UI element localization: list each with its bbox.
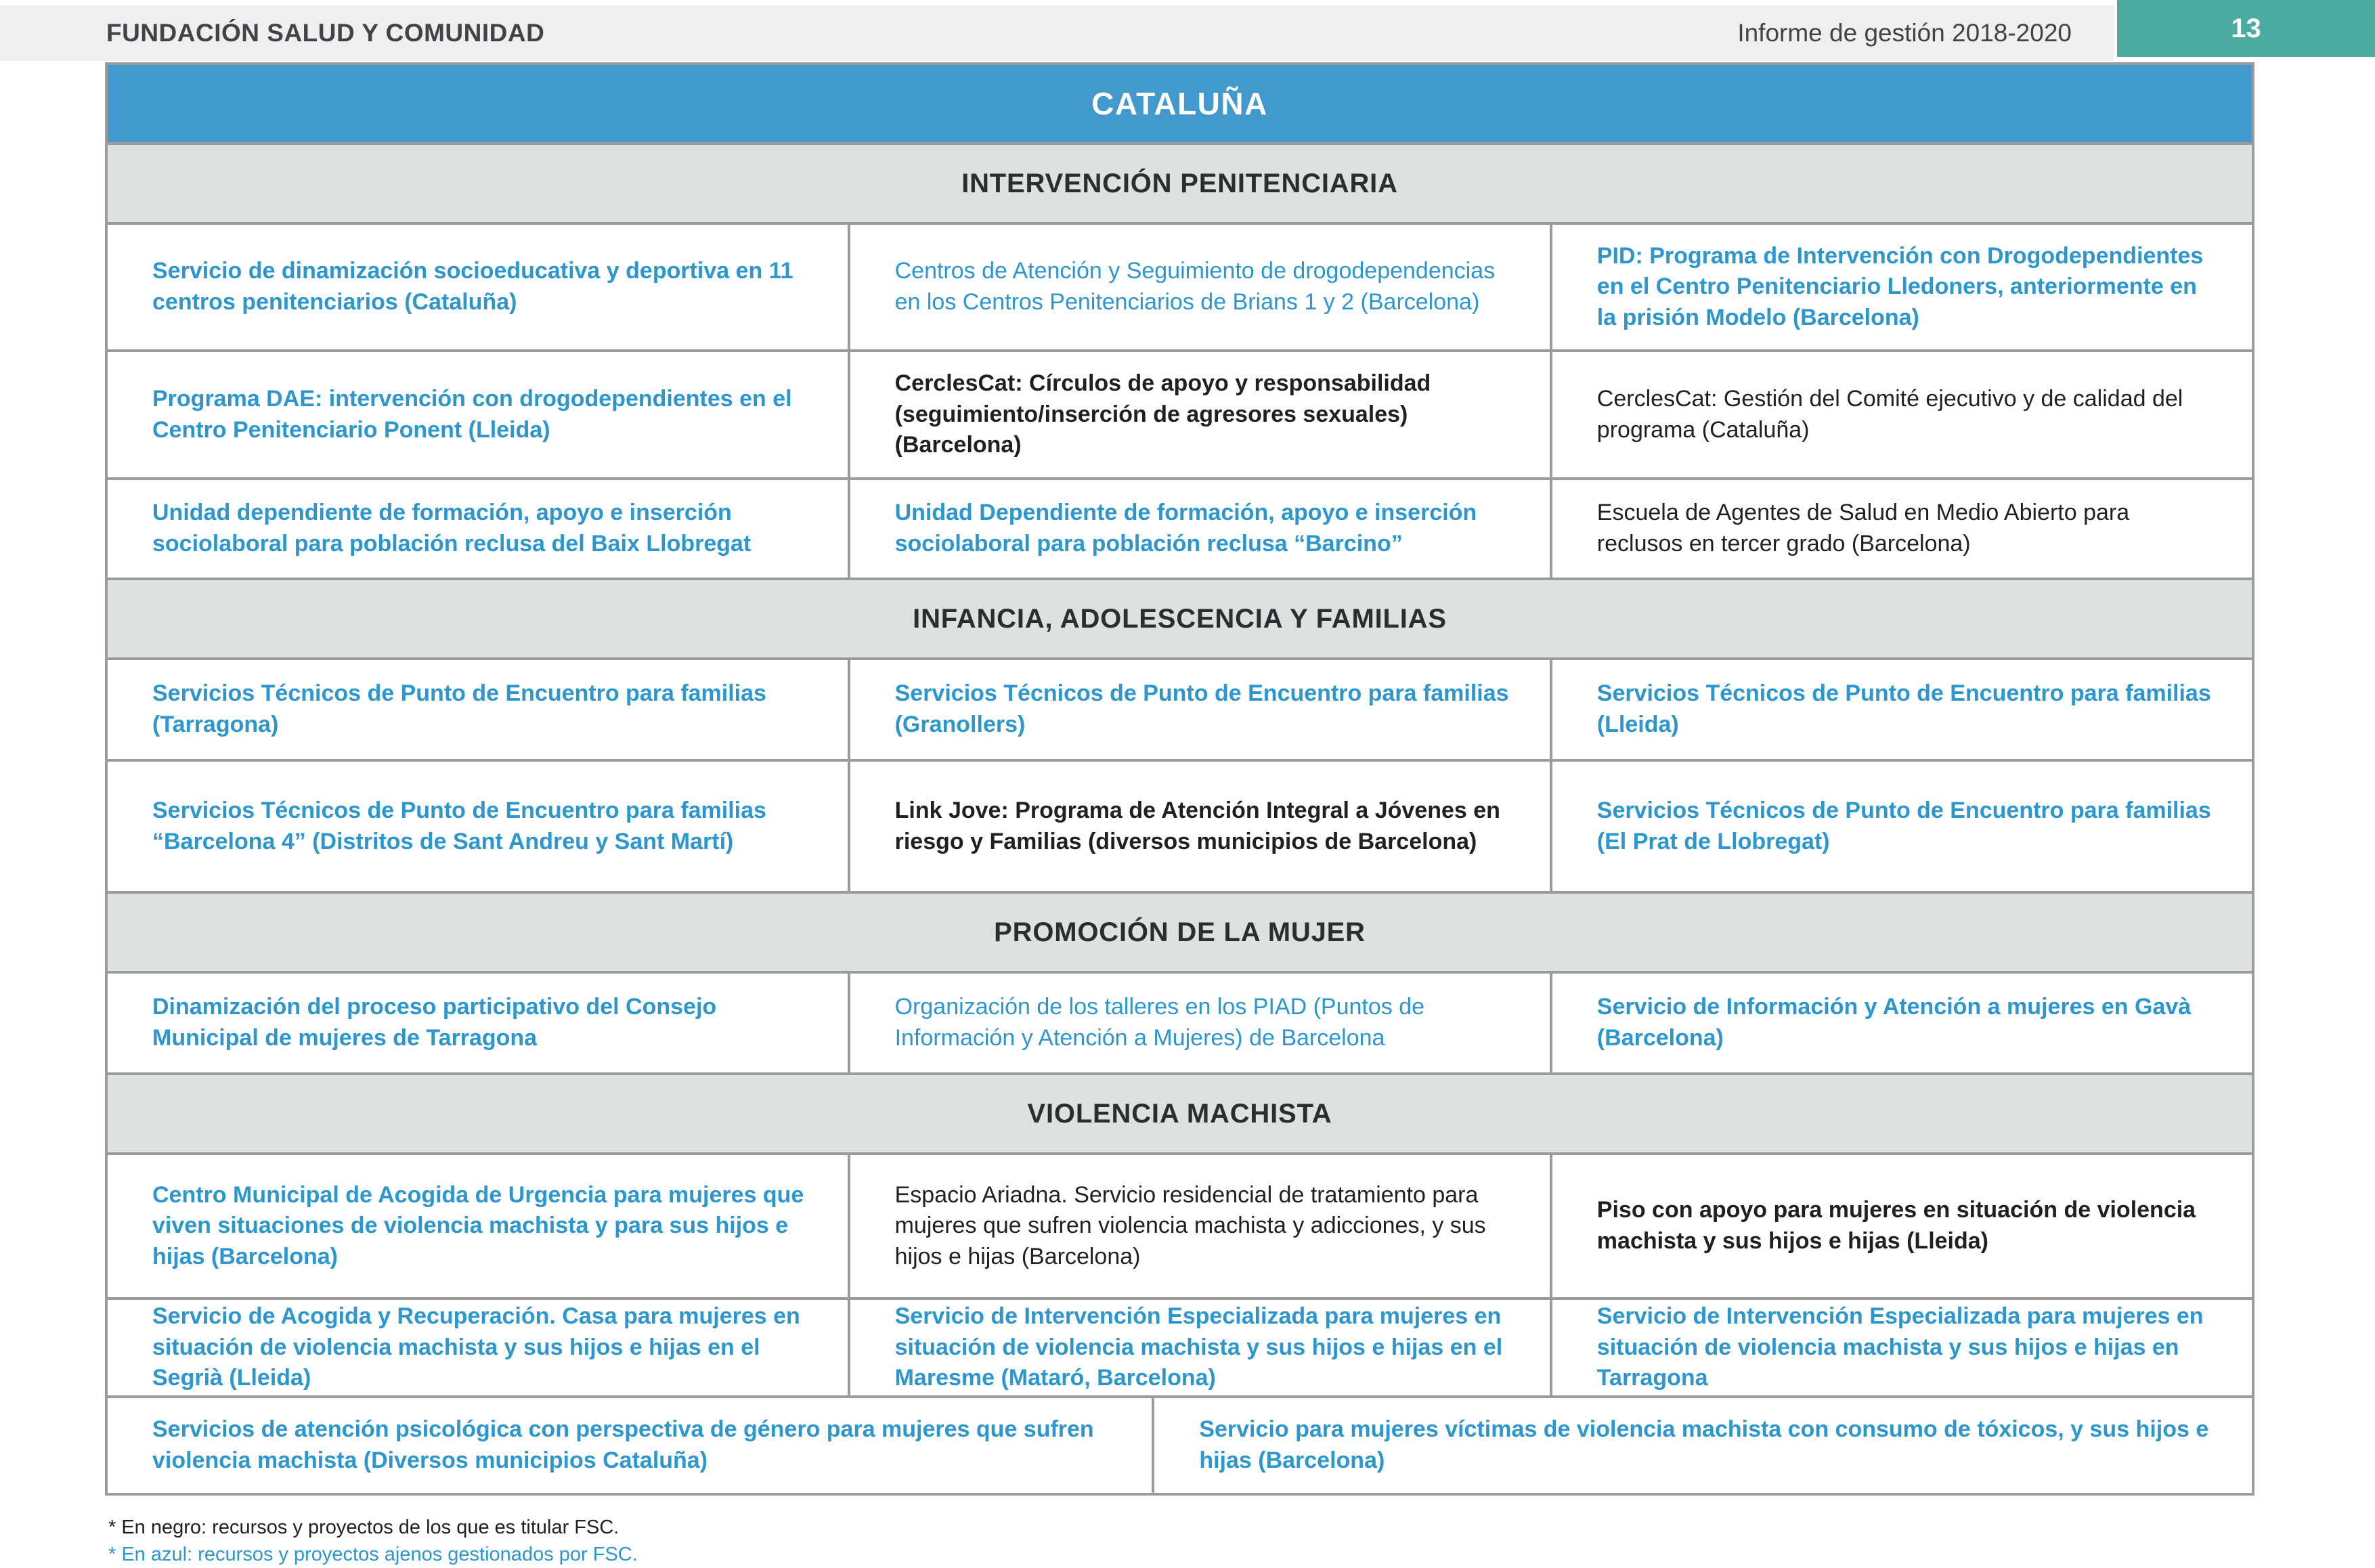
section-heading: PROMOCIÓN DE LA MUJER xyxy=(994,917,1366,947)
cell-text: Unidad Dependiente de formación, apoyo e inserción sociolaboral para población reclusa “Barcino” xyxy=(894,500,1477,557)
cell-text: Servicios Técnicos de Punto de Encuentro para familias (El Prat de Llobregat) xyxy=(1596,797,2211,854)
footnote-black: * En negro: recursos y proyectos de los que es titular FSC. xyxy=(108,1517,619,1538)
cell-text: Programa DAE: intervención con drogodependientes en el Centro Penitenciario Ponent (Lleida) xyxy=(152,385,792,443)
table-row xyxy=(108,477,2252,578)
table-cell xyxy=(848,1300,1550,1395)
section-heading: INTERVENCIÓN PENITENCIARIA xyxy=(961,168,1398,198)
cell-text: Piso con apoyo para mujeres en situación de violencia machista y sus hijos e hijas (Lleida) xyxy=(1596,1197,2196,1254)
cell-text: Servicios de atención psicológica con perspectiva de género para mujeres que sufren violencia machista (Diversos municipios Cataluña) xyxy=(152,1416,1094,1473)
table-cell xyxy=(848,974,1550,1072)
cell-text: CerclesCat: Círculos de apoyo y responsabilidad (seguimiento/inserción de agresores sexuales) (Barcelona) xyxy=(894,370,1431,458)
table-cell xyxy=(1550,225,2252,349)
table-cell xyxy=(108,225,848,349)
table-cell xyxy=(108,660,848,759)
section-heading: VIOLENCIA MACHISTA xyxy=(1027,1098,1332,1129)
table-row xyxy=(108,1395,2252,1493)
table-cell xyxy=(1550,1155,2252,1297)
table-cell xyxy=(848,762,1550,891)
cell-text: Servicio de Acogida y Recuperación. Casa para mujeres en situación de violencia machista y sus hijos e hijas en el Segrià (Lleida) xyxy=(152,1303,800,1391)
table-cell xyxy=(1550,974,2252,1072)
table-cell xyxy=(1550,762,2252,891)
footnotes xyxy=(108,1514,638,1568)
table-row xyxy=(108,1297,2252,1395)
section-heading-row xyxy=(108,142,2252,222)
cell-text: PID: Programa de Intervención con Drogodependientes en el Centro Penitenciario Lledoners, anteriormente en la prisión Modelo (Barcelona) xyxy=(1596,242,2204,330)
section-heading: INFANCIA, ADOLESCENCIA Y FAMILIAS xyxy=(913,603,1447,634)
table-title-bar xyxy=(108,65,2252,142)
footnote-blue: * En azul: recursos y proyectos ajenos gestionados por FSC. xyxy=(108,1544,638,1565)
table-cell xyxy=(1152,1398,2252,1493)
page-number: 13 xyxy=(2231,13,2261,43)
cell-text: Link Jove: Programa de Atención Integral a Jóvenes en riesgo y Familias (diversos municipios de Barcelona) xyxy=(894,797,1500,854)
cell-text: CerclesCat: Gestión del Comité ejecutivo y de calidad del programa (Cataluña) xyxy=(1596,385,2183,443)
report-title: Informe de gestión 2018-2020 xyxy=(1737,19,2072,47)
section-heading-row xyxy=(108,891,2252,971)
table-cell xyxy=(848,660,1550,759)
cell-text: Servicio para mujeres víctimas de violencia machista con consumo de tóxicos, y sus hijos e hijas (Barcelona) xyxy=(1199,1416,2209,1473)
cell-text: Servicios Técnicos de Punto de Encuentro para familias (Granollers) xyxy=(894,680,1509,737)
cell-text: Centros de Atención y Seguimiento de drogodependencias en los Centros Penitenciarios de Brians 1 y 2 (Barcelona) xyxy=(894,258,1496,315)
table-cell xyxy=(108,1398,1152,1493)
table-cell xyxy=(108,352,848,477)
table-cell xyxy=(1550,480,2252,578)
cell-text: Servicios Técnicos de Punto de Encuentro para familias “Barcelona 4” (Distritos de Sant Andreu y Sant Martí) xyxy=(152,797,766,854)
table-row xyxy=(108,1152,2252,1297)
table-row xyxy=(108,222,2252,349)
cell-text: Organización de los talleres en los PIAD (Puntos de Información y Atención a Mujeres) de Barcelona xyxy=(894,994,1425,1051)
table-cell xyxy=(1550,660,2252,759)
table-row xyxy=(108,349,2252,477)
region-table xyxy=(105,62,2254,1496)
table-cell xyxy=(848,352,1550,477)
page-number-badge xyxy=(2117,0,2375,57)
table-cell xyxy=(848,480,1550,578)
cell-text: Escuela de Agentes de Salud en Medio Abierto para reclusos en tercer grado (Barcelona) xyxy=(1596,500,2130,557)
table-cell xyxy=(1550,1300,2252,1395)
table-cell xyxy=(108,974,848,1072)
cell-text: Centro Municipal de Acogida de Urgencia para mujeres que viven situaciones de violencia machista y para sus hijos e hijas (Barcelona) xyxy=(152,1181,804,1269)
section-heading-row xyxy=(108,578,2252,657)
table-row xyxy=(108,971,2252,1072)
table-cell xyxy=(108,762,848,891)
section-heading-row xyxy=(108,1072,2252,1152)
cell-text: Servicios Técnicos de Punto de Encuentro para familias (Tarragona) xyxy=(152,680,766,737)
table-cell xyxy=(108,1155,848,1297)
table-row xyxy=(108,759,2252,891)
table-row xyxy=(108,657,2252,759)
org-title: FUNDACIÓN SALUD Y COMUNIDAD xyxy=(106,19,545,47)
table-cell xyxy=(108,1300,848,1395)
cell-text: Servicio de Intervención Especializada para mujeres en situación de violencia machista y sus hijos e hijas en Tarragona xyxy=(1596,1303,2204,1391)
table-title: CATALUÑA xyxy=(1091,86,1268,121)
cell-text: Servicios Técnicos de Punto de Encuentro para familias (Lleida) xyxy=(1596,680,2211,737)
cell-text: Servicio de dinamización socioeducativa y deportiva en 11 centros penitenciarios (Cataluña) xyxy=(152,258,793,315)
cell-text: Servicio de Información y Atención a mujeres en Gavà (Barcelona) xyxy=(1596,994,2192,1051)
table-cell xyxy=(108,480,848,578)
cell-text: Unidad dependiente de formación, apoyo e inserción sociolaboral para población reclusa del Baix Llobregat xyxy=(152,500,751,557)
page-header xyxy=(0,5,2114,61)
table-cell xyxy=(1550,352,2252,477)
table-cell xyxy=(848,225,1550,349)
cell-text: Dinamización del proceso participativo del Consejo Municipal de mujeres de Tarragona xyxy=(152,994,717,1051)
cell-text: Servicio de Intervención Especializada para mujeres en situación de violencia machista y sus hijos e hijas en el Maresme (Mataró, Barcelona) xyxy=(894,1303,1503,1391)
table-cell xyxy=(848,1155,1550,1297)
cell-text: Espacio Ariadna. Servicio residencial de tratamiento para mujeres que sufren violencia machista y adicciones, y sus hijos e hijas (Barcelona) xyxy=(894,1181,1486,1269)
